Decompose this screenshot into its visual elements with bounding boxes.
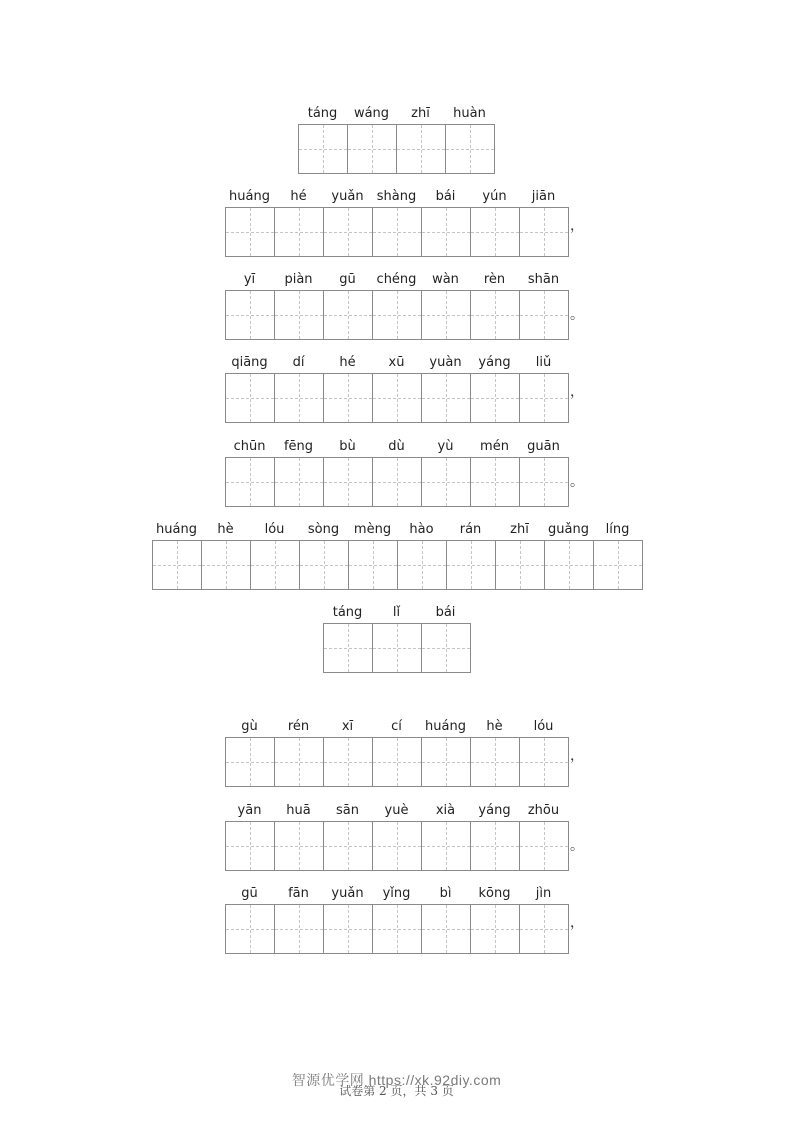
writing-cell[interactable] <box>471 374 520 423</box>
writing-cell[interactable] <box>520 822 569 871</box>
page-number: 试卷第 2 页，共 3 页 <box>339 1084 454 1098</box>
writing-cell[interactable] <box>373 291 422 340</box>
pinyin-syllable: yuàn <box>429 355 462 370</box>
writing-cell[interactable] <box>300 541 349 590</box>
pinyin-syllable: lóu <box>264 522 285 537</box>
pinyin-line <box>323 605 471 623</box>
pinyin-syllable: yuè <box>384 803 409 818</box>
pinyin-syllable: fēng <box>283 439 314 454</box>
writing-cell[interactable] <box>545 541 594 590</box>
pinyin-syllable: yuǎn <box>331 189 364 204</box>
writing-cell[interactable] <box>471 738 520 787</box>
punctuation-mark: 。 <box>570 307 584 323</box>
writing-cell[interactable] <box>324 822 373 871</box>
pinyin-syllable: xià <box>435 803 456 818</box>
tianzige-grid <box>225 737 569 787</box>
pinyin-syllable: dí <box>292 355 305 370</box>
pinyin-syllable: líng <box>605 522 630 537</box>
writing-cell[interactable] <box>324 291 373 340</box>
writing-cell[interactable] <box>226 291 275 340</box>
tianzige-grid <box>225 373 569 423</box>
writing-cell[interactable] <box>349 541 398 590</box>
writing-cell[interactable] <box>471 291 520 340</box>
character-row <box>225 272 584 340</box>
writing-cell[interactable] <box>471 458 520 507</box>
writing-cell[interactable] <box>324 458 373 507</box>
writing-cell[interactable] <box>275 458 324 507</box>
writing-cell[interactable] <box>422 905 471 954</box>
writing-cell[interactable] <box>226 458 275 507</box>
writing-cell[interactable] <box>471 822 520 871</box>
pinyin-syllable: rén <box>287 719 310 734</box>
tianzige-grid <box>298 124 495 174</box>
pinyin-syllable: jìn <box>535 886 552 901</box>
pinyin-syllable: zhōu <box>527 803 560 818</box>
pinyin-syllable: mén <box>480 439 509 454</box>
pinyin-syllable: dù <box>388 439 405 454</box>
punctuation-mark: ， <box>570 218 584 234</box>
pinyin-syllable: guān <box>527 439 560 454</box>
pinyin-syllable: bái <box>435 605 456 620</box>
pinyin-syllable: shān <box>527 272 560 287</box>
character-row <box>152 522 643 590</box>
writing-cell[interactable] <box>373 905 422 954</box>
writing-cell[interactable] <box>226 822 275 871</box>
pinyin-syllable: chéng <box>376 272 417 287</box>
pinyin-syllable: huā <box>286 803 311 818</box>
writing-cell[interactable] <box>422 738 471 787</box>
tianzige-grid <box>225 207 569 257</box>
writing-cell[interactable] <box>520 208 569 257</box>
pinyin-syllable: piàn <box>284 272 313 287</box>
character-row <box>225 803 584 871</box>
writing-cell[interactable] <box>373 458 422 507</box>
pinyin-line <box>225 439 569 457</box>
pinyin-syllable: yáng <box>478 355 511 370</box>
pinyin-syllable: mèng <box>353 522 392 537</box>
pinyin-line <box>225 355 569 373</box>
pinyin-syllable: shàng <box>376 189 417 204</box>
pinyin-line <box>225 803 569 821</box>
character-row <box>225 355 584 423</box>
pinyin-syllable: bì <box>439 886 452 901</box>
writing-cell[interactable] <box>397 125 446 174</box>
punctuation-mark: ， <box>570 748 584 764</box>
writing-cell[interactable] <box>324 905 373 954</box>
writing-cell[interactable] <box>422 291 471 340</box>
pinyin-syllable: huáng <box>156 522 197 537</box>
pinyin-syllable: yī <box>243 272 256 287</box>
pinyin-line <box>225 189 569 207</box>
writing-cell[interactable] <box>373 822 422 871</box>
pinyin-syllable: huàn <box>453 106 486 121</box>
pinyin-syllable: gù <box>241 719 258 734</box>
writing-cell[interactable] <box>520 291 569 340</box>
writing-cell[interactable] <box>275 822 324 871</box>
pinyin-syllable: sān <box>336 803 359 818</box>
character-row <box>225 189 584 257</box>
writing-cell[interactable] <box>275 208 324 257</box>
tianzige-grid <box>225 904 569 954</box>
pinyin-syllable: liǔ <box>535 355 552 370</box>
writing-cell[interactable] <box>373 738 422 787</box>
character-row <box>225 439 584 507</box>
pinyin-line <box>298 106 495 124</box>
writing-cell[interactable] <box>226 905 275 954</box>
writing-cell[interactable] <box>373 374 422 423</box>
writing-cell[interactable] <box>202 541 251 590</box>
pinyin-syllable: fān <box>288 886 309 901</box>
character-row <box>225 719 584 787</box>
tianzige-grid <box>225 290 569 340</box>
pinyin-syllable: guǎng <box>548 522 589 537</box>
pinyin-syllable: chūn <box>233 439 266 454</box>
punctuation-mark: 。 <box>570 838 584 854</box>
tianzige-grid <box>225 821 569 871</box>
writing-cell[interactable] <box>275 738 324 787</box>
pinyin-syllable: zhī <box>510 522 529 537</box>
writing-cell[interactable] <box>226 208 275 257</box>
pinyin-syllable: yún <box>482 189 507 204</box>
pinyin-syllable: huáng <box>425 719 466 734</box>
pinyin-line <box>152 522 643 540</box>
writing-cell[interactable] <box>422 624 471 673</box>
pinyin-syllable: hé <box>339 355 356 370</box>
pinyin-line <box>225 272 569 290</box>
writing-cell[interactable] <box>226 738 275 787</box>
writing-cell[interactable] <box>324 374 373 423</box>
punctuation-mark: ， <box>570 915 584 931</box>
watermark: 智源优学网 https://xk.92diy.com <box>291 1072 502 1088</box>
writing-cell[interactable] <box>446 125 495 174</box>
writing-cell[interactable] <box>324 624 373 673</box>
pinyin-syllable: gū <box>339 272 356 287</box>
pinyin-syllable: bái <box>435 189 456 204</box>
pinyin-syllable: hè <box>486 719 503 734</box>
writing-cell[interactable] <box>324 738 373 787</box>
pinyin-syllable: táng <box>307 106 338 121</box>
writing-cell[interactable] <box>496 541 545 590</box>
pinyin-syllable: wàn <box>432 272 459 287</box>
punctuation-mark: ， <box>570 384 584 400</box>
writing-cell[interactable] <box>471 905 520 954</box>
pinyin-syllable: yǐng <box>382 886 411 901</box>
writing-cell[interactable] <box>422 208 471 257</box>
writing-cell[interactable] <box>324 208 373 257</box>
pinyin-syllable: hào <box>409 522 434 537</box>
pinyin-syllable: kōng <box>478 886 511 901</box>
pinyin-syllable: lǐ <box>392 605 401 620</box>
writing-cell[interactable] <box>422 374 471 423</box>
pinyin-syllable: sòng <box>307 522 340 537</box>
pinyin-syllable: lóu <box>533 719 554 734</box>
writing-cell[interactable] <box>275 905 324 954</box>
pinyin-syllable: rán <box>459 522 482 537</box>
tianzige-grid <box>323 623 471 673</box>
writing-cell[interactable] <box>422 458 471 507</box>
writing-cell[interactable] <box>447 541 496 590</box>
pinyin-syllable: yuǎn <box>331 886 364 901</box>
writing-cell[interactable] <box>594 541 643 590</box>
pinyin-syllable: qiāng <box>231 355 268 370</box>
pinyin-syllable: jiān <box>531 189 556 204</box>
pinyin-syllable: yáng <box>478 803 511 818</box>
writing-cell[interactable] <box>520 458 569 507</box>
pinyin-syllable: bù <box>339 439 356 454</box>
writing-cell[interactable] <box>471 208 520 257</box>
character-row <box>225 886 584 954</box>
pinyin-syllable: xī <box>341 719 354 734</box>
writing-cell[interactable] <box>251 541 300 590</box>
character-row <box>323 605 471 673</box>
pinyin-syllable: gū <box>241 886 258 901</box>
pinyin-line <box>225 886 569 904</box>
pinyin-syllable: cí <box>391 719 402 734</box>
pinyin-syllable: yù <box>437 439 454 454</box>
pinyin-syllable: rèn <box>483 272 506 287</box>
writing-cell[interactable] <box>373 624 422 673</box>
tianzige-grid <box>152 540 643 590</box>
writing-cell[interactable] <box>275 291 324 340</box>
writing-cell[interactable] <box>520 738 569 787</box>
writing-cell[interactable] <box>520 374 569 423</box>
pinyin-syllable: zhī <box>411 106 430 121</box>
writing-cell[interactable] <box>398 541 447 590</box>
pinyin-syllable: yān <box>237 803 262 818</box>
writing-cell[interactable] <box>422 822 471 871</box>
pinyin-syllable: hè <box>217 522 234 537</box>
pinyin-syllable: wáng <box>353 106 390 121</box>
writing-cell[interactable] <box>299 125 348 174</box>
pinyin-line <box>225 719 569 737</box>
pinyin-syllable: xū <box>388 355 405 370</box>
character-row <box>298 106 495 174</box>
writing-cell[interactable] <box>520 905 569 954</box>
pinyin-syllable: huáng <box>229 189 270 204</box>
tianzige-grid <box>225 457 569 507</box>
writing-cell[interactable] <box>226 374 275 423</box>
punctuation-mark: 。 <box>570 474 584 490</box>
pinyin-syllable: táng <box>332 605 363 620</box>
writing-cell[interactable] <box>275 374 324 423</box>
pinyin-syllable: hé <box>290 189 307 204</box>
writing-cell[interactable] <box>373 208 422 257</box>
writing-cell[interactable] <box>348 125 397 174</box>
writing-cell[interactable] <box>153 541 202 590</box>
